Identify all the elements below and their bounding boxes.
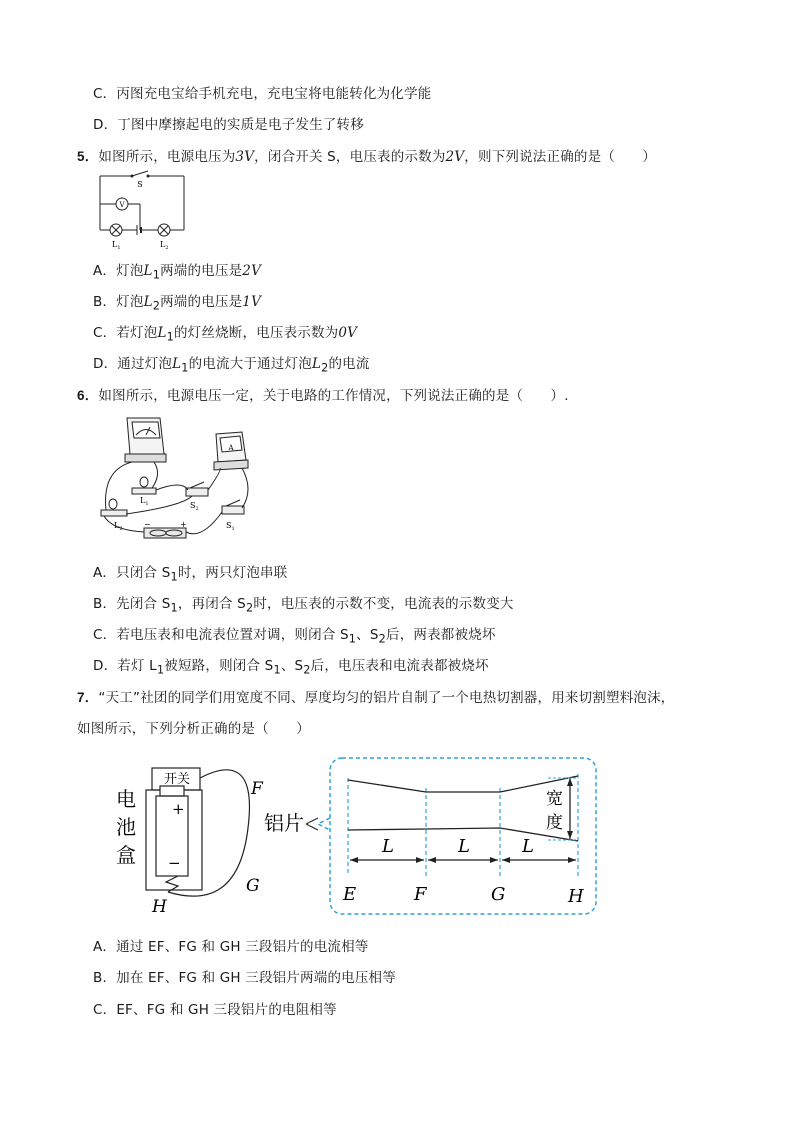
q5-option-c: C．若灯泡$L_1$的灯丝烧断，电压表示数为0V — [93, 325, 358, 344]
q7-battery-box-label-3: 盒 — [116, 843, 136, 867]
q5-option-d: D．通过灯泡$L_1$的电流大于通过灯泡$L_2$的电流 — [93, 356, 370, 375]
q5-l1-label: $L_1$ — [112, 240, 121, 251]
q7-label-h: H — [152, 897, 167, 917]
q7-segment-gh-label: L — [522, 836, 534, 857]
q5-stem: 5．如图所示，电源电压为3V，闭合开关 S，电压表的示数为2V，则下列说法正确的是（ ） — [77, 149, 657, 165]
prev-option-d: D．丁图中摩擦起电的实质是电子发生了转移 — [93, 117, 364, 133]
q7-width-label-2: 度 — [546, 813, 563, 833]
q7-stem-line2: 如图所示，下列分析正确的是（ ） — [77, 721, 310, 737]
q6-s2-label: $S_2$ — [190, 501, 199, 512]
q7-plus-sign: + — [172, 800, 185, 818]
q7-segment-fg-label: L — [458, 836, 470, 857]
q7-label-g: G — [246, 876, 260, 896]
q6-circuit-photo — [92, 410, 258, 550]
q7-width-label-1: 宽 — [546, 789, 563, 809]
q6-battery-plus: + — [180, 520, 187, 529]
q7-point-e: E — [343, 884, 357, 905]
q6-l2-label: $L_2$ — [114, 521, 123, 532]
q7-heat-cutter-diagram — [108, 748, 608, 920]
q6-battery-minus: − — [144, 520, 151, 529]
q5-circuit-diagram — [92, 168, 192, 252]
q7-label-f: F — [251, 779, 263, 799]
q7-stem-line1: 7．“天工”社团的同学们用宽度不同、厚度均匀的铝片自制了一个电热切割器，用来切割塑料泡沫， — [77, 690, 675, 706]
q7-point-g: G — [491, 884, 506, 905]
q6-option-c: C．若电压表和电流表位置对调，则闭合 $S_1$、$S_2$后，两表都被烧坏 — [93, 627, 496, 646]
q5-voltmeter-label: V — [119, 201, 125, 209]
q5-option-b: B．灯泡$L_2$两端的电压是1V — [93, 294, 262, 313]
q7-point-h: H — [568, 886, 584, 907]
q7-number: 7． — [77, 690, 99, 705]
q7-option-b: B．加在 EF、FG 和 GH 三段铝片两端的电压相等 — [93, 970, 396, 986]
q6-ammeter-label: A — [228, 444, 234, 452]
q7-battery-box-label-1: 电 — [116, 787, 136, 811]
q6-s1-label: $S_1$ — [226, 521, 235, 532]
q6-number: 6． — [77, 388, 99, 403]
q7-point-f: F — [414, 884, 427, 905]
q6-option-d: D．若灯 $L_1$被短路，则闭合 $S_1$、$S_2$后，电压表和电流表都被烧坏 — [93, 658, 489, 677]
q6-stem: 6．如图所示，电源电压一定，关于电路的工作情况，下列说法正确的是（ ）. — [77, 388, 569, 404]
q7-battery-box-label-2: 池 — [116, 815, 136, 839]
q7-minus-sign: − — [168, 854, 181, 872]
q6-l1-label: $L_1$ — [140, 496, 149, 507]
q7-option-a: A．通过 EF、FG 和 GH 三段铝片的电流相等 — [93, 939, 369, 955]
q6-option-b: B．先闭合 $S_1$，再闭合 $S_2$时，电压表的示数不变，电流表的示数变大 — [93, 596, 514, 615]
q7-foil-label: 铝片 — [264, 811, 304, 835]
prev-option-c: C．丙图充电宝给手机充电，充电宝将电能转化为化学能 — [93, 86, 432, 102]
q7-option-c: C．EF、FG 和 GH 三段铝片的电阻相等 — [93, 1002, 337, 1018]
q7-switch-label: 开关 — [164, 772, 191, 787]
q6-option-a: A．只闭合 $S_1$时，两只灯泡串联 — [93, 565, 288, 584]
q5-l2-label: $L_2$ — [160, 240, 169, 251]
q5-number: 5． — [77, 149, 99, 164]
q7-segment-ef-label: L — [382, 836, 394, 857]
q5-switch-label: S — [137, 180, 143, 189]
q5-option-a: A．灯泡$L_1$两端的电压是2V — [93, 263, 262, 282]
